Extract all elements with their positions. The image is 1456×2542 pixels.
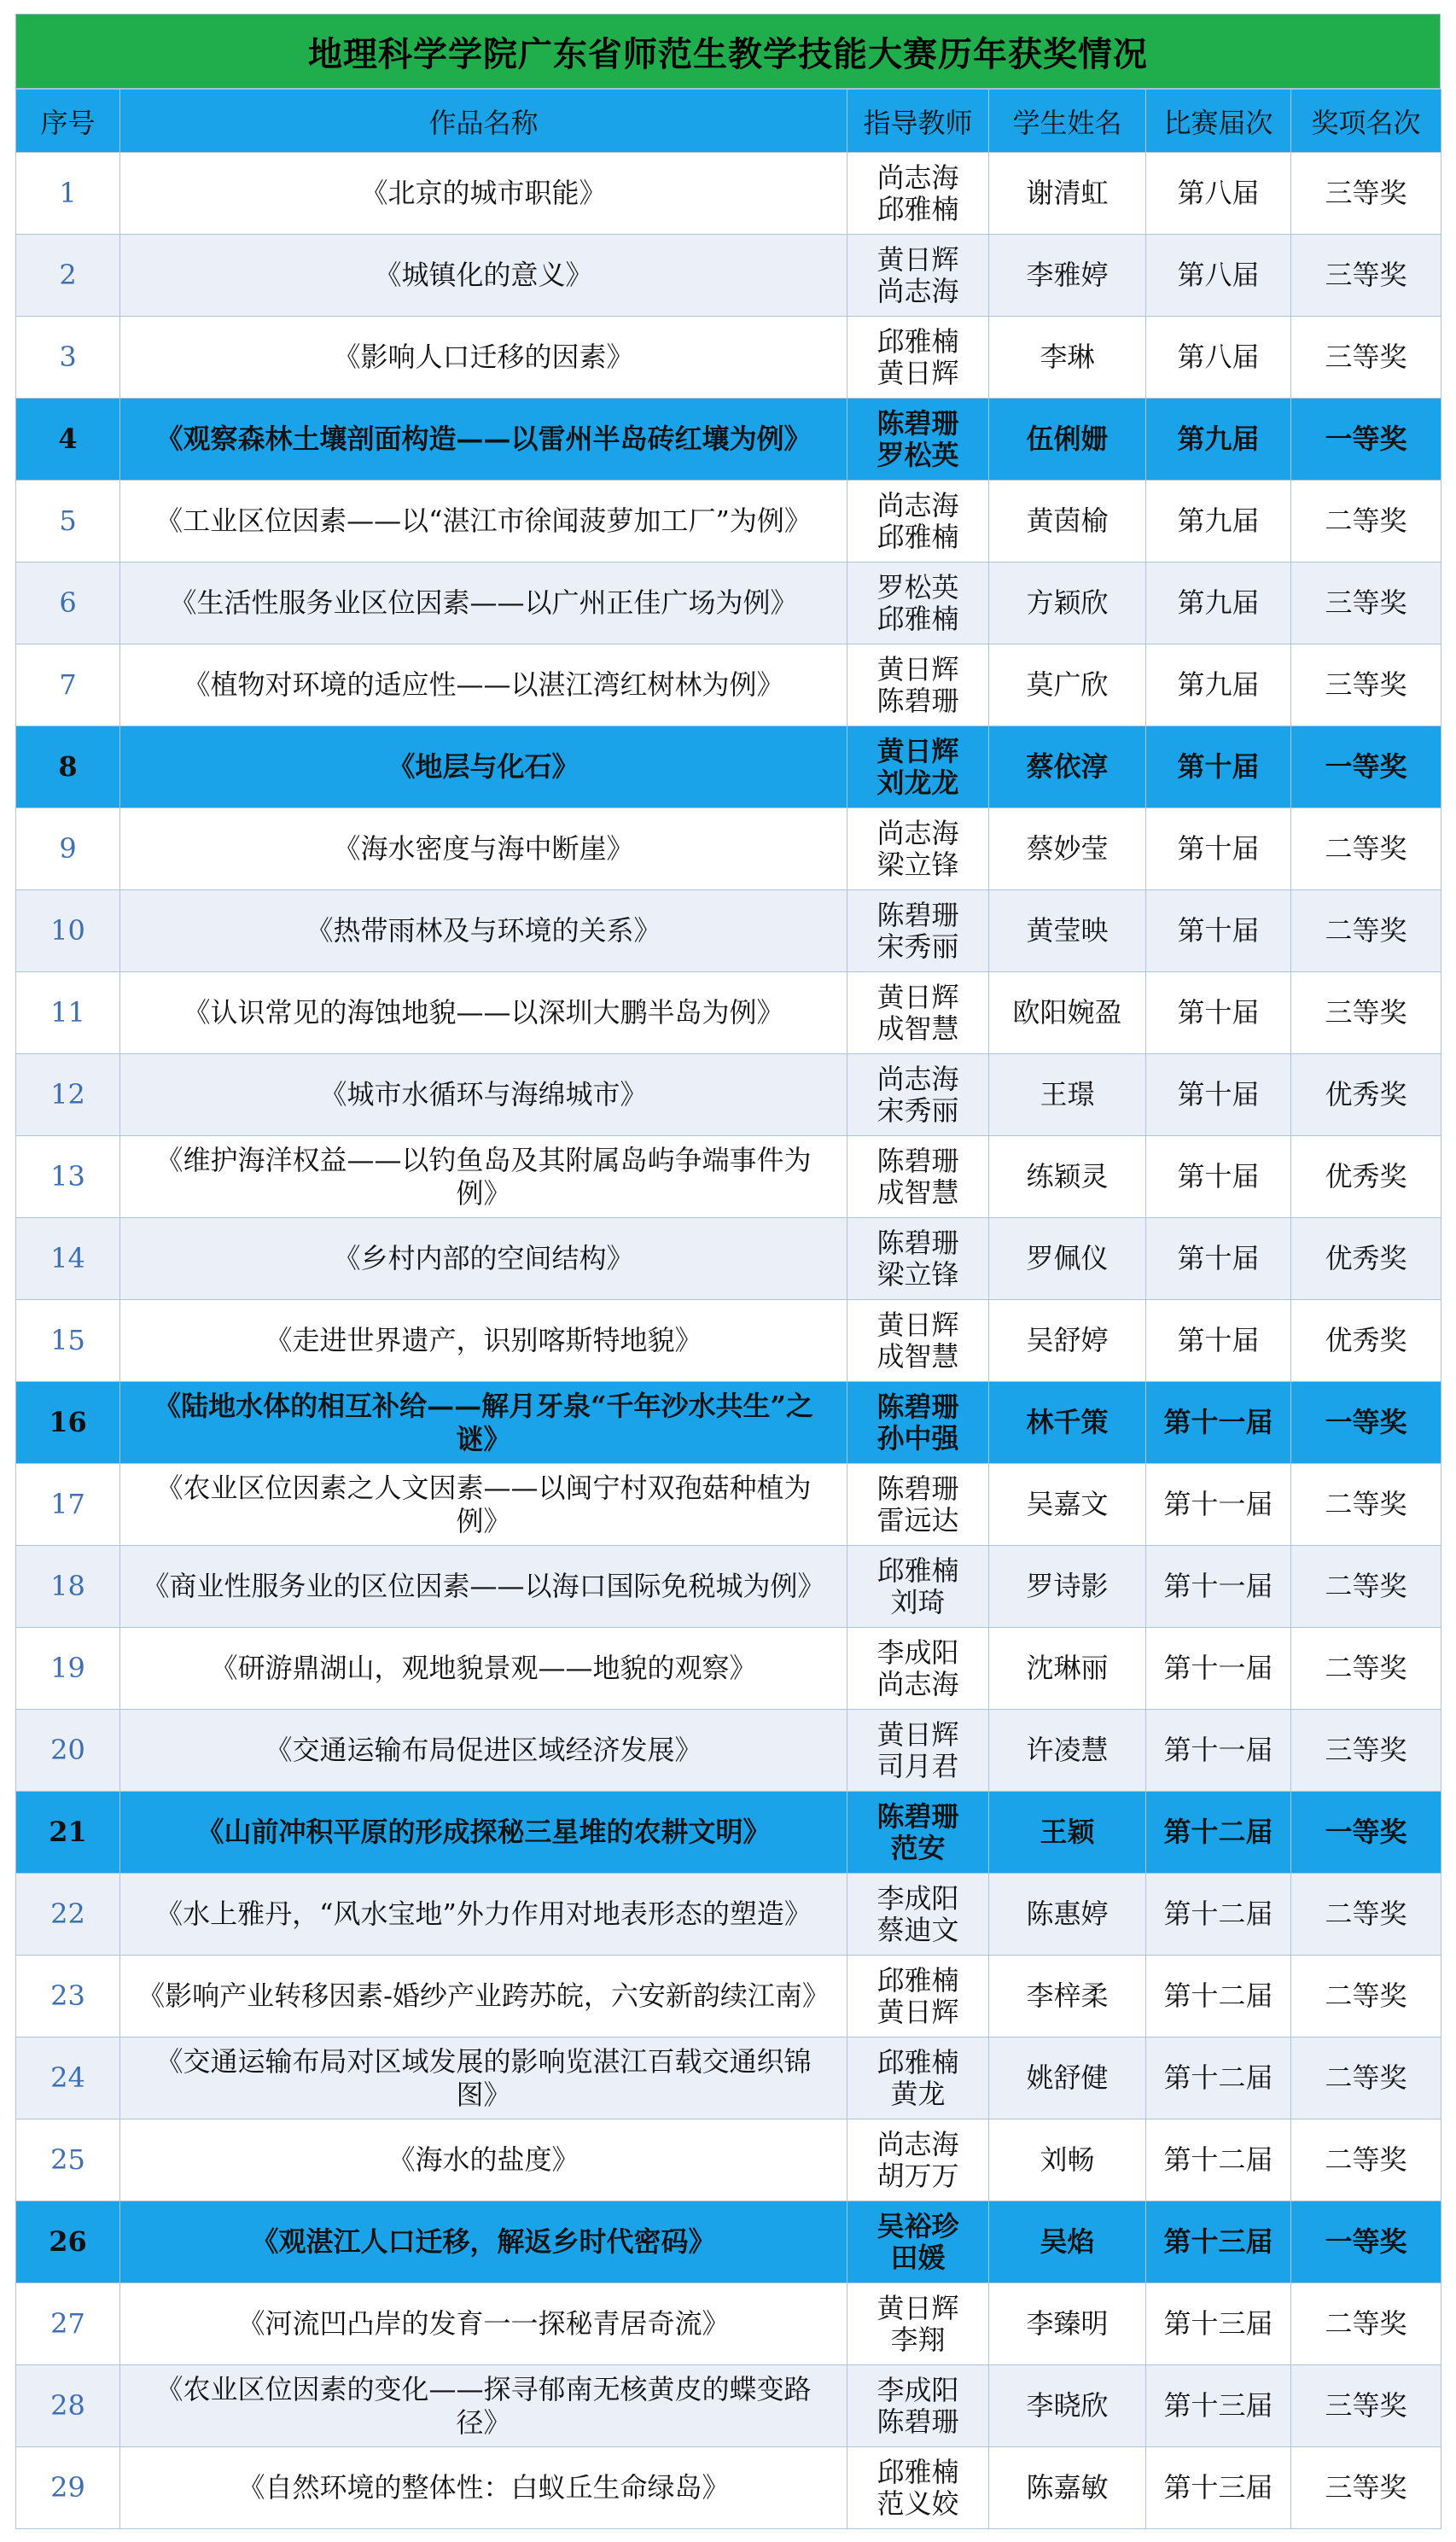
student-name: 谢清虹 [989, 153, 1146, 235]
competition-session: 第九届 [1146, 481, 1291, 563]
work-title: 《观察森林土壤剖面构造——以雷州半岛砖红壤为例》 [120, 399, 847, 481]
award-rank: 二等奖 [1291, 1464, 1441, 1546]
advisor-name: 尚志海 [877, 816, 959, 849]
row-number: 19 [16, 1628, 120, 1710]
student-name: 蔡妙莹 [989, 808, 1146, 890]
advisor-name: 尚志海 [877, 274, 959, 307]
row-number: 26 [16, 2201, 120, 2283]
advisor-teachers [847, 890, 989, 972]
student-name: 罗诗影 [989, 1546, 1146, 1628]
advisor-teachers [847, 2283, 989, 2365]
advisor-name: 蔡迪文 [877, 1913, 959, 1946]
advisor-teachers [847, 399, 989, 481]
row-number: 2 [16, 235, 120, 317]
competition-session: 第十二届 [1146, 1874, 1291, 1956]
row-number: 9 [16, 808, 120, 890]
table-row [16, 2201, 1441, 2283]
student-name: 李雅婷 [989, 235, 1146, 317]
work-title: 《工业区位因素——以“湛江市徐闻菠萝加工厂”为例》 [120, 481, 847, 563]
competition-session: 第十一届 [1146, 1464, 1291, 1546]
row-number: 27 [16, 2283, 120, 2365]
work-title: 《影响产业转移因素-婚纱产业跨苏皖，六安新韵续江南》 [120, 1956, 847, 2038]
advisor-name: 罗松英 [877, 438, 959, 471]
award-rank: 优秀奖 [1291, 1300, 1441, 1382]
work-title: 《河流凹凸岸的发育一一探秘青居奇流》 [120, 2283, 847, 2365]
work-title: 《走进世界遗产，识别喀斯特地貌》 [120, 1300, 847, 1382]
header-no: 序号 [16, 90, 120, 153]
competition-session: 第九届 [1146, 563, 1291, 644]
award-rank: 三等奖 [1291, 235, 1441, 317]
advisor-name: 黄日辉 [877, 2291, 959, 2324]
award-rank: 三等奖 [1291, 317, 1441, 399]
advisor-name: 邱雅楠 [877, 324, 959, 358]
work-title: 《商业性服务业的区位因素——以海口国际免税城为例》 [120, 1546, 847, 1628]
competition-session: 第十三届 [1146, 2201, 1291, 2283]
advisor-teachers [847, 2365, 989, 2447]
row-number: 15 [16, 1300, 120, 1382]
advisor-teachers [847, 1792, 989, 1874]
table-row [16, 726, 1441, 808]
advisor-teachers [847, 2038, 989, 2119]
student-name: 吴舒婷 [989, 1300, 1146, 1382]
student-name: 吴焰 [989, 2201, 1146, 2283]
advisor-name: 尚志海 [877, 1062, 959, 1095]
table-row [16, 563, 1441, 644]
advisor-teachers [847, 153, 989, 235]
row-number: 7 [16, 644, 120, 726]
advisor-name: 成智慧 [877, 1339, 959, 1373]
table-row [16, 1136, 1441, 1218]
work-title: 《农业区位因素之人文因素——以闽宁村双孢菇种植为例》 [120, 1464, 847, 1546]
work-title: 《海水密度与海中断崖》 [120, 808, 847, 890]
work-title: 《山前冲积平原的形成探秘三星堆的农耕文明》 [120, 1792, 847, 1874]
advisor-name: 刘龙龙 [877, 766, 959, 799]
award-rank: 三等奖 [1291, 972, 1441, 1054]
row-number: 20 [16, 1710, 120, 1792]
row-number: 4 [16, 399, 120, 481]
competition-session: 第十届 [1146, 808, 1291, 890]
award-rank: 一等奖 [1291, 399, 1441, 481]
advisor-name: 陈碧珊 [877, 1390, 959, 1423]
advisor-name: 邱雅楠 [877, 2045, 959, 2078]
student-name: 王颖 [989, 1792, 1146, 1874]
work-title: 《地层与化石》 [120, 726, 847, 808]
award-rank: 三等奖 [1291, 1710, 1441, 1792]
competition-session: 第八届 [1146, 153, 1291, 235]
advisor-name: 黄日辉 [877, 1308, 959, 1341]
row-number: 12 [16, 1054, 120, 1136]
student-name: 李臻明 [989, 2283, 1146, 2365]
work-title: 《生活性服务业区位因素——以广州正佳广场为例》 [120, 563, 847, 644]
work-title: 《陆地水体的相互补给——解月牙泉“千年沙水共生”之谜》 [120, 1382, 847, 1464]
table-row [16, 153, 1441, 235]
student-name: 沈琳丽 [989, 1628, 1146, 1710]
header-name: 作品名称 [120, 90, 847, 153]
advisor-name: 陈碧珊 [877, 2405, 959, 2438]
advisor-name: 邱雅楠 [877, 1963, 959, 1997]
advisor-name: 梁立锋 [877, 1257, 959, 1291]
advisor-name: 罗松英 [877, 570, 959, 603]
competition-session: 第十二届 [1146, 1956, 1291, 2038]
competition-session: 第十届 [1146, 890, 1291, 972]
advisor-name: 雷远达 [877, 1503, 959, 1536]
advisor-name: 黄日辉 [877, 242, 959, 276]
table-row [16, 2283, 1441, 2365]
advisor-teachers [847, 563, 989, 644]
table-row [16, 317, 1441, 399]
table-row [16, 2038, 1441, 2119]
competition-session: 第十二届 [1146, 2038, 1291, 2119]
row-number: 18 [16, 1546, 120, 1628]
competition-session: 第十届 [1146, 1218, 1291, 1300]
student-name: 蔡依淳 [989, 726, 1146, 808]
advisor-name: 吴裕珍 [877, 2209, 959, 2242]
work-title: 《认识常见的海蚀地貌——以深圳大鹏半岛为例》 [120, 972, 847, 1054]
advisor-teachers [847, 235, 989, 317]
competition-session: 第九届 [1146, 399, 1291, 481]
advisor-teachers [847, 1218, 989, 1300]
work-title: 《植物对环境的适应性——以湛江湾红树林为例》 [120, 644, 847, 726]
row-number: 6 [16, 563, 120, 644]
advisor-name: 邱雅楠 [877, 192, 959, 225]
student-name: 黄莹映 [989, 890, 1146, 972]
advisor-name: 李成阳 [877, 2373, 959, 2406]
advisor-name: 尚志海 [877, 488, 959, 522]
row-number: 21 [16, 1792, 120, 1874]
table-row [16, 399, 1441, 481]
competition-session: 第十一届 [1146, 1382, 1291, 1464]
student-name: 王璟 [989, 1054, 1146, 1136]
work-title: 《热带雨林及与环境的关系》 [120, 890, 847, 972]
row-number: 13 [16, 1136, 120, 1218]
advisor-teachers [847, 1054, 989, 1136]
work-title: 《维护海洋权益——以钓鱼岛及其附属岛屿争端事件为例》 [120, 1136, 847, 1218]
advisor-teachers [847, 317, 989, 399]
student-name: 陈嘉敏 [989, 2447, 1146, 2529]
competition-session: 第十一届 [1146, 1546, 1291, 1628]
work-title: 《影响人口迁移的因素》 [120, 317, 847, 399]
award-rank: 二等奖 [1291, 890, 1441, 972]
student-name: 罗佩仪 [989, 1218, 1146, 1300]
advisor-name: 陈碧珊 [877, 1472, 959, 1505]
competition-session: 第十二届 [1146, 1792, 1291, 1874]
award-rank: 三等奖 [1291, 153, 1441, 235]
row-number: 14 [16, 1218, 120, 1300]
table-row [16, 644, 1441, 726]
advisor-name: 宋秀丽 [877, 1093, 959, 1127]
award-rank: 二等奖 [1291, 1956, 1441, 2038]
advisor-teachers [847, 1628, 989, 1710]
work-title: 《研游鼎湖山，观地貌景观——地貌的观察》 [120, 1628, 847, 1710]
advisor-teachers [847, 644, 989, 726]
work-title: 《北京的城市职能》 [120, 153, 847, 235]
competition-session: 第十届 [1146, 1054, 1291, 1136]
student-name: 伍俐姗 [989, 399, 1146, 481]
advisor-name: 刘琦 [890, 1585, 946, 1618]
award-rank: 一等奖 [1291, 2201, 1441, 2283]
advisor-name: 李成阳 [877, 1881, 959, 1915]
advisor-name: 黄龙 [890, 2077, 946, 2110]
work-title: 《海水的盐度》 [120, 2119, 847, 2201]
advisor-name: 陈碧珊 [877, 1144, 959, 1177]
competition-session: 第十三届 [1146, 2365, 1291, 2447]
table-row [16, 1874, 1441, 1956]
student-name: 李晓欣 [989, 2365, 1146, 2447]
award-rank: 一等奖 [1291, 726, 1441, 808]
competition-session: 第十三届 [1146, 2447, 1291, 2529]
table-row [16, 1546, 1441, 1628]
header-session: 比赛届次 [1146, 90, 1291, 153]
student-name: 刘畅 [989, 2119, 1146, 2201]
table-row [16, 808, 1441, 890]
award-rank: 三等奖 [1291, 2365, 1441, 2447]
advisor-teachers [847, 1382, 989, 1464]
competition-session: 第十届 [1146, 972, 1291, 1054]
advisor-name: 梁立锋 [877, 848, 959, 881]
advisor-name: 尚志海 [877, 1667, 959, 1700]
advisor-name: 黄日辉 [877, 1995, 959, 2028]
header-row [16, 90, 1441, 153]
row-number: 25 [16, 2119, 120, 2201]
advisor-name: 尚志海 [877, 160, 959, 194]
row-number: 3 [16, 317, 120, 399]
row-number: 16 [16, 1382, 120, 1464]
table-row [16, 1628, 1441, 1710]
award-sheet [15, 14, 1441, 2529]
table-row [16, 1218, 1441, 1300]
advisor-name: 成智慧 [877, 1175, 959, 1209]
table-row [16, 972, 1441, 1054]
advisor-name: 黄日辉 [877, 734, 959, 767]
header-teachers: 指导教师 [847, 90, 989, 153]
row-number: 17 [16, 1464, 120, 1546]
competition-session: 第十二届 [1146, 2119, 1291, 2201]
table-row [16, 1382, 1441, 1464]
advisor-teachers [847, 481, 989, 563]
work-title: 《城镇化的意义》 [120, 235, 847, 317]
table-row [16, 1054, 1441, 1136]
advisor-name: 陈碧珊 [877, 1226, 959, 1259]
awards-table [15, 89, 1441, 2529]
work-title: 《城市水循环与海绵城市》 [120, 1054, 847, 1136]
advisor-name: 司月君 [877, 1749, 959, 1782]
advisor-teachers [847, 2447, 989, 2529]
advisor-teachers [847, 726, 989, 808]
student-name: 黄茵榆 [989, 481, 1146, 563]
advisor-teachers [847, 808, 989, 890]
competition-session: 第八届 [1146, 235, 1291, 317]
award-rank: 二等奖 [1291, 1874, 1441, 1956]
advisor-name: 邱雅楠 [877, 2455, 959, 2488]
advisor-name: 邱雅楠 [877, 1554, 959, 1587]
advisor-name: 陈碧珊 [877, 1799, 959, 1833]
table-row [16, 2365, 1441, 2447]
student-name: 方颖欣 [989, 563, 1146, 644]
table-row [16, 1956, 1441, 2038]
advisor-name: 范安 [890, 1831, 946, 1864]
student-name: 许凌慧 [989, 1710, 1146, 1792]
award-rank: 二等奖 [1291, 1546, 1441, 1628]
table-row [16, 1710, 1441, 1792]
advisor-teachers [847, 1300, 989, 1382]
award-rank: 三等奖 [1291, 563, 1441, 644]
advisor-teachers [847, 1546, 989, 1628]
award-rank: 二等奖 [1291, 808, 1441, 890]
award-rank: 二等奖 [1291, 481, 1441, 563]
advisor-name: 胡万万 [877, 2159, 959, 2192]
advisor-teachers [847, 2119, 989, 2201]
award-rank: 优秀奖 [1291, 1054, 1441, 1136]
award-rank: 二等奖 [1291, 2119, 1441, 2201]
advisor-name: 宋秀丽 [877, 930, 959, 963]
row-number: 29 [16, 2447, 120, 2529]
work-title: 《交通运输布局对区域发展的影响览湛江百载交通织锦图》 [120, 2038, 847, 2119]
advisor-name: 黄日辉 [877, 356, 959, 389]
advisor-teachers [847, 1136, 989, 1218]
row-number: 10 [16, 890, 120, 972]
student-name: 陈惠婷 [989, 1874, 1146, 1956]
table-row [16, 890, 1441, 972]
table-row [16, 1792, 1441, 1874]
advisor-name: 尚志海 [877, 2127, 959, 2160]
advisor-teachers [847, 1710, 989, 1792]
table-row [16, 2119, 1441, 2201]
advisor-name: 陈碧珊 [877, 684, 959, 717]
student-name: 李梓柔 [989, 1956, 1146, 2038]
award-rank: 一等奖 [1291, 1792, 1441, 1874]
advisor-name: 田媛 [890, 2241, 946, 2274]
award-rank: 三等奖 [1291, 644, 1441, 726]
work-title: 《乡村内部的空间结构》 [120, 1218, 847, 1300]
header-student: 学生姓名 [989, 90, 1146, 153]
row-number: 23 [16, 1956, 120, 2038]
award-rank: 二等奖 [1291, 2283, 1441, 2365]
award-rank: 优秀奖 [1291, 1218, 1441, 1300]
award-rank: 一等奖 [1291, 1382, 1441, 1464]
advisor-name: 范义姣 [877, 2487, 959, 2520]
advisor-teachers [847, 1874, 989, 1956]
work-title: 《水上雅丹，“风水宝地”外力作用对地表形态的塑造》 [120, 1874, 847, 1956]
advisor-name: 黄日辉 [877, 1717, 959, 1751]
student-name: 莫广欣 [989, 644, 1146, 726]
student-name: 练颖灵 [989, 1136, 1146, 1218]
advisor-name: 黄日辉 [877, 652, 959, 685]
advisor-name: 李翔 [890, 2323, 946, 2356]
row-number: 1 [16, 153, 120, 235]
advisor-name: 成智慧 [877, 1012, 959, 1045]
advisor-name: 邱雅楠 [877, 520, 959, 553]
student-name: 林千策 [989, 1382, 1146, 1464]
table-row [16, 481, 1441, 563]
header-award: 奖项名次 [1291, 90, 1441, 153]
award-rank: 二等奖 [1291, 2038, 1441, 2119]
advisor-teachers [847, 1464, 989, 1546]
student-name: 吴嘉文 [989, 1464, 1146, 1546]
competition-session: 第十三届 [1146, 2283, 1291, 2365]
award-rank: 优秀奖 [1291, 1136, 1441, 1218]
sheet-title: 地理科学学院广东省师范生教学技能大赛历年获奖情况 [15, 14, 1441, 89]
advisor-name: 陈碧珊 [877, 898, 959, 931]
advisor-name: 邱雅楠 [877, 602, 959, 635]
row-number: 5 [16, 481, 120, 563]
student-name: 姚舒健 [989, 2038, 1146, 2119]
row-number: 28 [16, 2365, 120, 2447]
row-number: 22 [16, 1874, 120, 1956]
competition-session: 第十届 [1146, 726, 1291, 808]
advisor-name: 黄日辉 [877, 980, 959, 1013]
student-name: 李琳 [989, 317, 1146, 399]
work-title: 《自然环境的整体性：白蚁丘生命绿岛》 [120, 2447, 847, 2529]
row-number: 11 [16, 972, 120, 1054]
competition-session: 第九届 [1146, 644, 1291, 726]
work-title: 《农业区位因素的变化——探寻郁南无核黄皮的蝶变路径》 [120, 2365, 847, 2447]
work-title: 《观湛江人口迁移，解返乡时代密码》 [120, 2201, 847, 2283]
competition-session: 第八届 [1146, 317, 1291, 399]
advisor-name: 李成阳 [877, 1635, 959, 1669]
advisor-name: 孙中强 [877, 1421, 959, 1455]
row-number: 8 [16, 726, 120, 808]
advisor-teachers [847, 972, 989, 1054]
competition-session: 第十一届 [1146, 1628, 1291, 1710]
competition-session: 第十届 [1146, 1136, 1291, 1218]
competition-session: 第十一届 [1146, 1710, 1291, 1792]
advisor-teachers [847, 2201, 989, 2283]
table-row [16, 2447, 1441, 2529]
advisor-teachers [847, 1956, 989, 2038]
student-name: 欧阳婉盈 [989, 972, 1146, 1054]
work-title: 《交通运输布局促进区域经济发展》 [120, 1710, 847, 1792]
award-rank: 二等奖 [1291, 1628, 1441, 1710]
award-rank: 三等奖 [1291, 2447, 1441, 2529]
row-number: 24 [16, 2038, 120, 2119]
table-row [16, 1464, 1441, 1546]
advisor-name: 陈碧珊 [877, 406, 959, 440]
table-row [16, 1300, 1441, 1382]
table-row [16, 235, 1441, 317]
competition-session: 第十届 [1146, 1300, 1291, 1382]
